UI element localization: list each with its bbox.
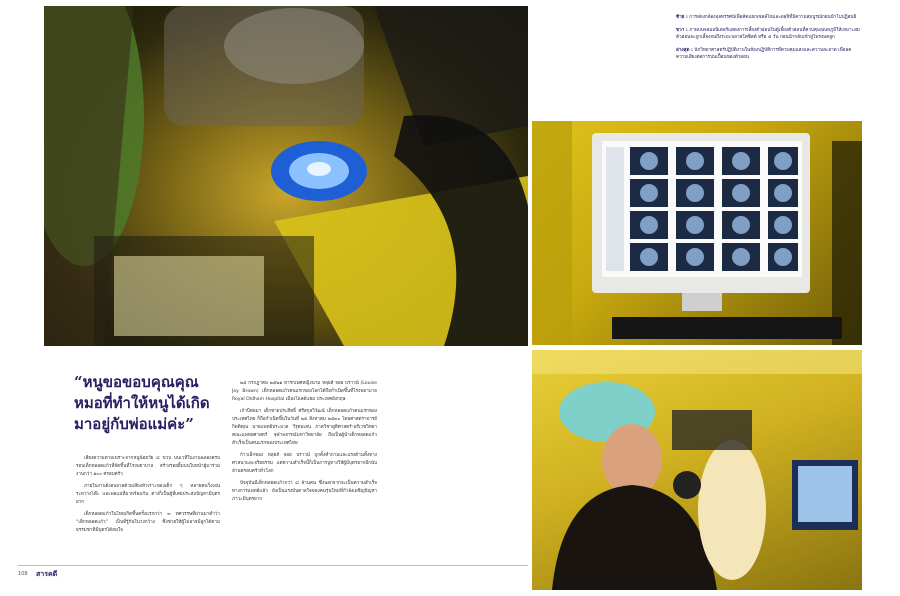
monitor-photo — [532, 121, 862, 345]
caption-label: ซ้าย : — [676, 15, 688, 20]
body-paragraph: เสียงความตามเพราะจากหนูน้อยวัย ๘ ขวบ บนเวทีในงานฉลองครบรอบเด็กหลอดแก้วที่จัดขึ้นที่โรงพยาบาล สร้างรอยยิ้มบนใบหน้าผู้มาร่วมงานกว่า ๑๐๐ ครอบครัว — [76, 456, 220, 477]
caption-label: ล่างสุด : — [676, 47, 693, 53]
body-column-right — [232, 380, 377, 508]
caption-label: ขวา : — [676, 27, 688, 33]
microscope-photo — [44, 6, 528, 346]
caption-bottom — [676, 47, 860, 62]
caption-text: นักวิทยาศาสตร์ปฏิบัติงานในห้องปฏิบัติการที่ควบคุมแสงและความสะอาด เพื่อลดความเสี่ยงต่อการปนเปื้อนของตัวอ่อน — [676, 47, 852, 60]
caption-left — [676, 14, 860, 22]
monitor-illustration — [532, 121, 862, 345]
magazine-name: สารคดี — [36, 569, 58, 578]
microscope-illustration — [44, 6, 528, 346]
technician-photo — [532, 350, 862, 590]
body-paragraph: ๒๕ กรกฎาคม ๒๕๒๑ ทารกเพศหญิงนาม หลุยส์ จอย บราวน์ (Louise Joy Brown) เด็กหลอดแก้วคนแรกของโลกได้ถือกำเนิดขึ้นที่โรงพยาบาล Royal Oldham Hospital เมืองโอลด์แฮม ประเทศอังกฤษ — [232, 381, 377, 402]
body-column-left — [76, 455, 220, 539]
page-number: 108 — [18, 571, 28, 577]
body-paragraph: ปัจจุบันมีเด็กหลอดแก้วกว่า ๘ ล้านคน ซึ่งนอกจากจะเป็นความสำเร็จทางการแพทย์แล้ว ยังเป็นแรงบันดาลใจของคนรุ่นใหม่ที่กำลังเผชิญปัญหาภาวะมีบุตรยาก — [232, 481, 377, 502]
photo-captions — [676, 14, 860, 67]
body-paragraph: เก้าปีต่อมา เด็กชายประสิทธิ์ ศรีสกุลวิวัฒน์ เด็กหลอดแก้วคนแรกของประเทศไทย ก็ถือกำเนิดขึ้นในวันที่ ๒๕ สิงหาคม ๒๕๓๐ โดยศาสตราจารย์กิตติคุณ นายแพทย์ประมวล วีรุตมเสน ภาควิชาสูติศาสตร์-นรีเวชวิทยา คณะแพทยศาสตร์ จุฬาลงกรณ์มหาวิทยาลัย ถือเป็นผู้นำเด็กหลอดแก้วสำเร็จเป็นคนแรกของประเทศไทย — [232, 409, 377, 446]
caption-text: ภาพบนจอมอนิเตอร์แสดงการเลี้ยงตัวอ่อนในตู้เลี้ยงตัวอ่อนที่ควบคุมอุณหภูมิให้เหมาะสม ตัวอ่อนจะถูกเลี้ยงจนถึงระยะบลาสโตซิสต์ หรือ ๕ วัน ก่อนนำกลับเข้าสู่โพรงมดลูก — [676, 27, 860, 40]
body-paragraph: ก้าวเล็กของ หลุยส์ จอย บราวน์ ถูกตั้งคำถามและแรงต้านทั้งทางศาสนาและจริยธรรม แต่ความสำเร็จนี้ก็เป็นการปูทางให้ผู้มีบุตรยากอีกนับล้านครอบครัวทั่วโลก — [232, 453, 377, 474]
caption-text: การส่องกล้องจุลทรรศน์เพื่อคัดแยกเซลล์ไข่และอสุจิที่มีความสมบูรณ์ก่อนนำไปปฏิสนธิ — [689, 15, 857, 20]
pull-quote-heading: “หนูขอขอบคุณคุณหมอที่ทำให้หนูได้เกิดมาอยู่กับพ่อแม่ค่ะ” — [74, 373, 210, 433]
caption-right — [676, 27, 860, 42]
technician-illustration — [532, 350, 862, 590]
footer-divider — [18, 565, 528, 566]
body-paragraph: เด็กหลอดแก้วในไทยเกิดขึ้นครั้งแรกกว่า ๓ ทศวรรษที่ผ่านมาคำว่า “เด็กหลอดแก้ว” เป็นที่รู้กันในวงกว้าง ซึ่งช่วยให้ผู้ไม่อาจมีลูกได้ตามธรรมชาติมีบุตรได้สมใจ — [76, 512, 220, 533]
body-paragraph: ภายในงานยังอบอวลด้วยเสียงหัวเราะของเด็ก ๆ หลายคนวิ่งเล่นระหว่างโต๊ะ และพ่อแม่ที่มาพร้อมกัน ต่างก็เป็นผู้ที่เคยประสบปัญหามีบุตรยาก — [76, 484, 220, 505]
